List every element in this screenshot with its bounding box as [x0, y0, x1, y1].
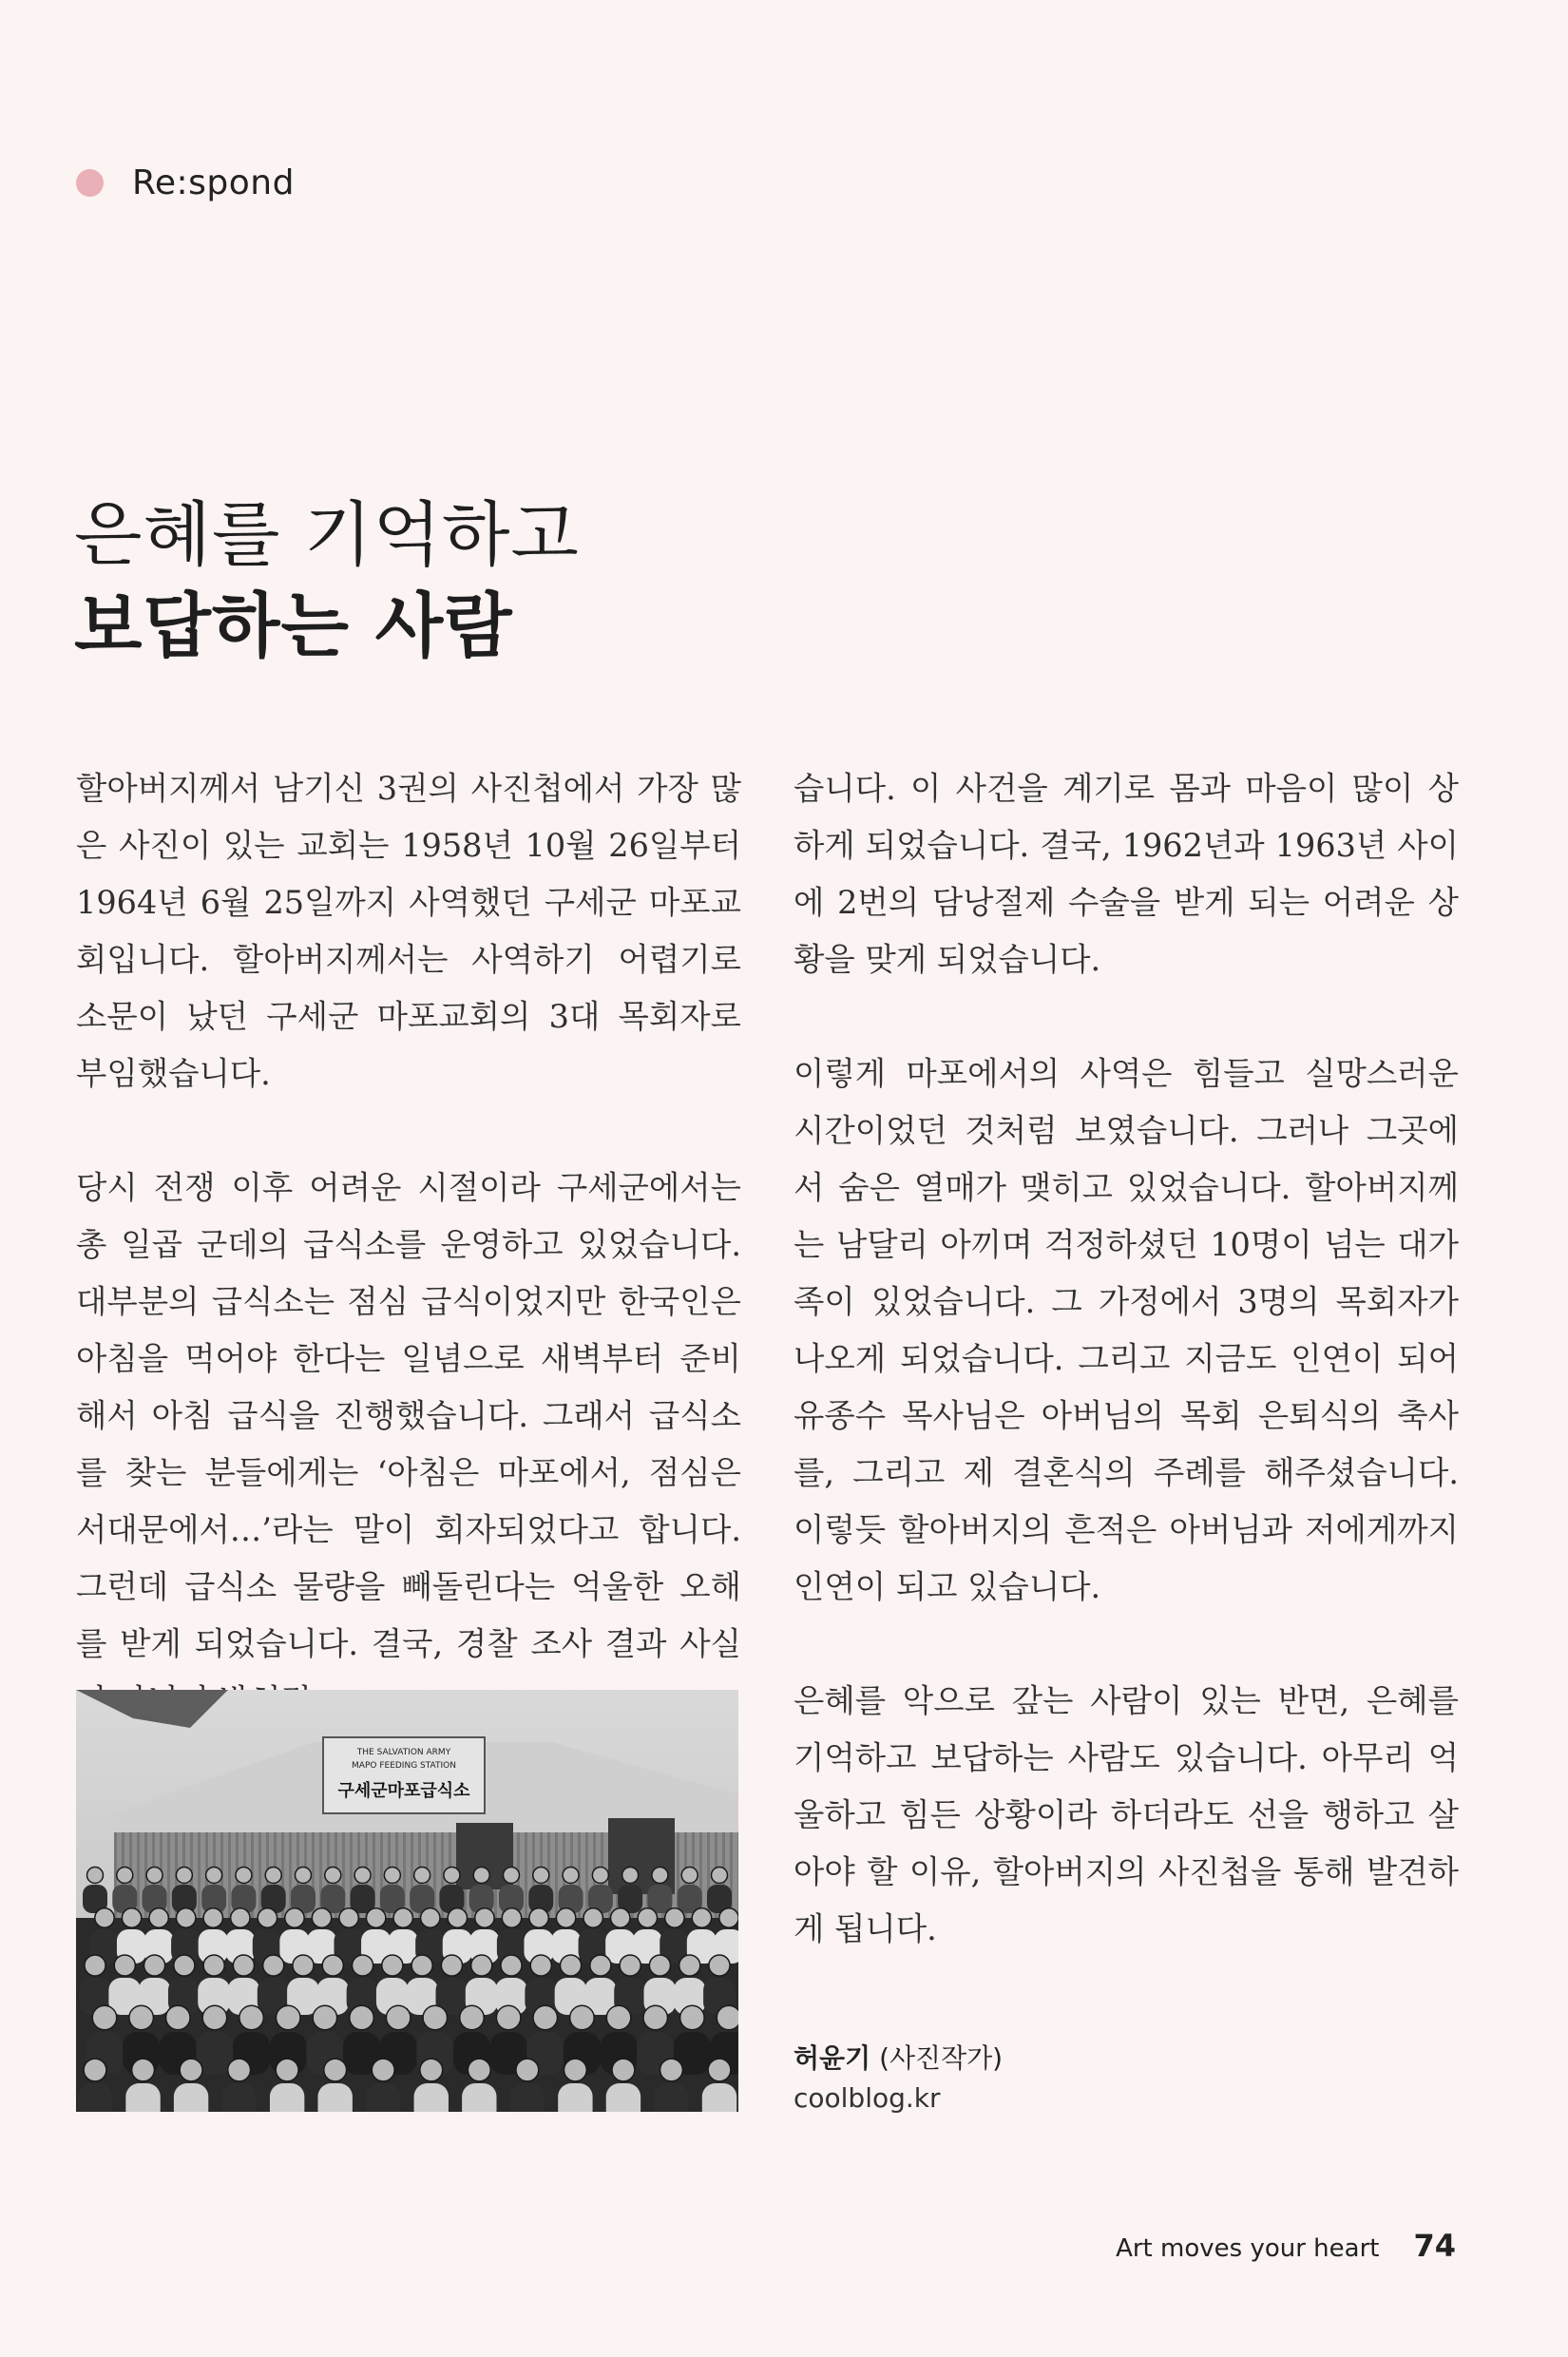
sign-text-line-1: THE SALVATION ARMY: [356, 1748, 451, 1757]
crowd-figure-head: [263, 1955, 284, 1976]
crowd-figure-head: [276, 2005, 300, 2030]
crowd-figure-head: [129, 2005, 154, 2030]
crowd-figure-head: [117, 1868, 133, 1884]
crowd-figure-head: [612, 2059, 635, 2081]
crowd-figure-head: [87, 1868, 104, 1884]
crowd-figure-head: [353, 1955, 373, 1976]
crowd-figure-head: [276, 2059, 298, 2081]
crowd-figure-head: [239, 2005, 264, 2030]
article-title: [74, 489, 580, 672]
crowd-figure-body: [125, 2083, 160, 2112]
title-line-1: 은혜를 기억하고: [74, 494, 580, 576]
crowd-figure-head: [176, 1908, 195, 1927]
crowd-figure-head: [501, 1955, 522, 1976]
crowd-figure-head: [231, 1908, 250, 1927]
sign-text-korean: 구세군마포급식소: [337, 1781, 470, 1801]
crowd-figure-head: [393, 1908, 412, 1927]
crowd-figure-head: [296, 1868, 312, 1884]
crowd-figure-head: [366, 1908, 385, 1927]
crowd-figure-head: [570, 2005, 595, 2030]
crowd-figure-head: [421, 1908, 440, 1927]
crowd-figure-head: [202, 2005, 227, 2030]
crowd-figure-head: [717, 2005, 738, 2030]
author-role: (사진작가): [879, 2042, 1004, 2074]
body-paragraph: 이렇게 마포에서의 사역은 힘들고 실망스러운 시간이었던 것처럼 보였습니다. 그러나 그곳에서 숨은 열매가 맺히고 있었습니다. 할아버지께는 남달리 아끼며 걱정하셨던 10명이 넘는 대가족이 있었습니다. 그 가정에서 3명의 목회자가 나오게 되었습니다. 그리고 지금도 인연이 되어 유종수 목사님은 아버님의 목회 은퇴식의 축사를, 그리고 제 결혼식의 주례를 해주셨습니다. 이렇듯 할아버지의 흔적은 아버님과 저에게까지 인연이 되고 있습니다.: [794, 1055, 1459, 1605]
footer-slogan: Art moves your heart: [1116, 2234, 1380, 2263]
crowd-figure-body: [366, 2083, 400, 2112]
crowd-figure-head: [203, 1908, 222, 1927]
section-label: Re:spond: [132, 163, 295, 202]
section-dot: [76, 169, 104, 197]
crowd-figure-body: [414, 2083, 449, 2112]
crowd-figure-head: [132, 2059, 155, 2081]
crowd-figure-head: [293, 1955, 314, 1976]
crowd-figure-head: [709, 1955, 730, 1976]
crowd-figure-head: [564, 2059, 586, 2081]
body-column-left: [76, 760, 741, 1787]
crowd-figure-body: [78, 2083, 112, 2112]
crowd-figure-head: [176, 1868, 192, 1884]
crowd-figure-head: [414, 1868, 430, 1884]
crowd-figure-head: [622, 1868, 639, 1884]
crowd-figure-head: [114, 1955, 135, 1976]
author-line: [794, 2039, 1003, 2079]
crowd-figure-head: [611, 1908, 630, 1927]
crowd-figure-head: [84, 2059, 106, 2081]
crowd-figure-head: [504, 1868, 520, 1884]
crowd-figure-head: [638, 1908, 657, 1927]
crowd-figure-head: [149, 1908, 168, 1927]
crowd-figure-head: [258, 1908, 277, 1927]
crowd-figure-head: [643, 2005, 668, 2030]
crowd-figure-head: [350, 2005, 374, 2030]
crowd-figure-head: [620, 1955, 641, 1976]
body-paragraph: 습니다. 이 사건을 계기로 몸과 마음이 많이 상하게 되었습니다. 결국, 1962년과 1963년 사이에 2번의 담낭절제 수술을 받게 되는 어려운 상황을 맞게 되었습니다.: [794, 770, 1459, 978]
crowd-figure-head: [473, 1868, 489, 1884]
crowd-figure-head: [556, 1908, 575, 1927]
crowd-figure-head: [122, 1908, 141, 1927]
crowd-figure-body: [174, 2083, 208, 2112]
crowd-figure-head: [384, 1868, 400, 1884]
crowd-figure-head: [649, 1955, 670, 1976]
crowd-figure-head: [660, 2059, 683, 2081]
crowd-figure-head: [285, 1908, 304, 1927]
crowd-figure-head: [496, 2005, 521, 2030]
crowd-figure-head: [265, 1868, 281, 1884]
crowd-figure-head: [719, 1908, 738, 1927]
body-paragraph: 할아버지께서 남기신 3권의 사진첩에서 가장 많은 사진이 있는 교회는 1958년 10월 26일부터 1964년 6월 25일까지 사역했던 구세군 마포교회입니다. 할아버지께서는 사역하기 어렵기로 소문이 났던 구세군 마포교회의 3대 목회자로 부임했습니다.: [76, 770, 741, 1092]
body-paragraph: 은혜를 악으로 갚는 사람이 있는 반면, 은혜를 기억하고 보답하는 사람도 있습니다. 아무리 억울하고 힘든 상황이라 하더라도 선을 행하고 살아야 할 이유, 할아버지의 사진첩을 통해 발견하게 됩니다.: [794, 1682, 1459, 1947]
crowd-figure-head: [354, 1868, 371, 1884]
crowd-figure-head: [372, 2059, 394, 2081]
body-column-right: [794, 760, 1459, 2015]
body-paragraph: 당시 전쟁 이후 어려운 시절이라 구세군에서는 총 일곱 군데의 급식소를 운영하고 있었습니다. 대부분의 급식소는 점심 급식이었지만 한국인은 아침을 먹어야 한다는 일념으로 새벽부터 준비해서 아침 급식을 진행했습니다. 그래서 급식소를 찾는 분들에게는 ‘아침은 마포에서, 점심은 서대문에서…’라는 말이 회자되었다고 합니다. 그런데 급식소 물량을 빼돌린다는 억울한 오해를 받게 되었습니다. 결국, 경찰 조사 결과 사실: [76, 1169, 741, 1662]
crowd-figure-head: [386, 2005, 411, 2030]
crowd-figure-body: [606, 2083, 641, 2112]
crowd-figure-head: [712, 1868, 728, 1884]
crowd-figure-head: [423, 2005, 448, 2030]
author-credit: [794, 2039, 1003, 2118]
crowd-figure-body: [654, 2083, 688, 2112]
historical-photo: [76, 1690, 738, 2112]
crowd-figure-head: [590, 1955, 611, 1976]
crowd-figure-head: [444, 1868, 460, 1884]
crowd-figure-head: [592, 1868, 608, 1884]
crowd-figure-body: [317, 2083, 352, 2112]
crowd-figure-head: [563, 1868, 579, 1884]
crowd-figure-head: [382, 1955, 403, 1976]
crowd-figure-body: [510, 2083, 545, 2112]
crowd-figure-head: [606, 2005, 631, 2030]
crowd-figure-body: [462, 2083, 496, 2112]
crowd-figure-head: [228, 2059, 251, 2081]
crowd-figure-body: [558, 2083, 592, 2112]
sign-text-line-2: MAPO FEEDING STATION: [352, 1761, 456, 1771]
crowd-figure-head: [665, 1908, 684, 1927]
crowd-figure-head: [420, 2059, 443, 2081]
section-tag: [76, 163, 295, 202]
author-name: 허윤기: [794, 2042, 871, 2074]
crowd-figure-head: [680, 2005, 705, 2030]
crowd-figure-head: [679, 1955, 700, 1976]
crowd-figure-body: [221, 2083, 256, 2112]
crowd-figure-head: [146, 1868, 163, 1884]
crowd-figure-head: [475, 1908, 494, 1927]
crowd-figure-head: [92, 2005, 117, 2030]
crowd-figure-head: [460, 2005, 485, 2030]
crowd-figure-head: [529, 1908, 548, 1927]
crowd-figure-head: [233, 1955, 254, 1976]
crowd-figure-head: [502, 1908, 521, 1927]
author-website: coolblog.kr: [794, 2082, 941, 2114]
crowd-figure-head: [516, 2059, 539, 2081]
crowd-figure-head: [203, 1955, 224, 1976]
crowd-figure-head: [708, 2059, 731, 2081]
crowd-figure-head: [533, 1868, 549, 1884]
crowd-figure-head: [312, 1908, 331, 1927]
crowd-figure-head: [692, 1908, 711, 1927]
crowd-figure-head: [174, 1955, 195, 1976]
crowd-figure-head: [441, 1955, 462, 1976]
crowd-figure-head: [561, 1955, 582, 1976]
crowd-figure-head: [85, 1955, 105, 1976]
crowd-figure-head: [468, 2059, 490, 2081]
crowd-figure-head: [471, 1955, 492, 1976]
crowd-figure-head: [144, 1955, 165, 1976]
crowd-figure-body: [270, 2083, 304, 2112]
crowd-figure-head: [681, 1868, 698, 1884]
crowd-figure-head: [313, 2005, 337, 2030]
crowd-figure-head: [583, 1908, 602, 1927]
page-footer: [1116, 2228, 1456, 2264]
title-line-2: 보답하는 사람: [74, 585, 513, 667]
crowd-figure-head: [322, 1955, 343, 1976]
crowd-figure-head: [411, 1955, 432, 1976]
crowd-figure-head: [339, 1908, 358, 1927]
crowd-figure-head: [166, 2005, 191, 2030]
crowd-figure-head: [652, 1868, 668, 1884]
crowd-figure-head: [448, 1908, 467, 1927]
crowd-figure-head: [95, 1908, 114, 1927]
crowd-figure-head: [324, 2059, 347, 2081]
photo-window: [608, 1818, 675, 1894]
page-number: 74: [1413, 2228, 1456, 2264]
crowd-figure-head: [206, 1868, 222, 1884]
crowd-figure-head: [236, 1868, 252, 1884]
crowd-figure-head: [533, 2005, 558, 2030]
crowd-figure-head: [180, 2059, 202, 2081]
crowd-figure-body: [702, 2083, 736, 2112]
crowd-figure-head: [530, 1955, 551, 1976]
photo-illustration: [76, 1690, 738, 2112]
crowd-figure-head: [325, 1868, 341, 1884]
